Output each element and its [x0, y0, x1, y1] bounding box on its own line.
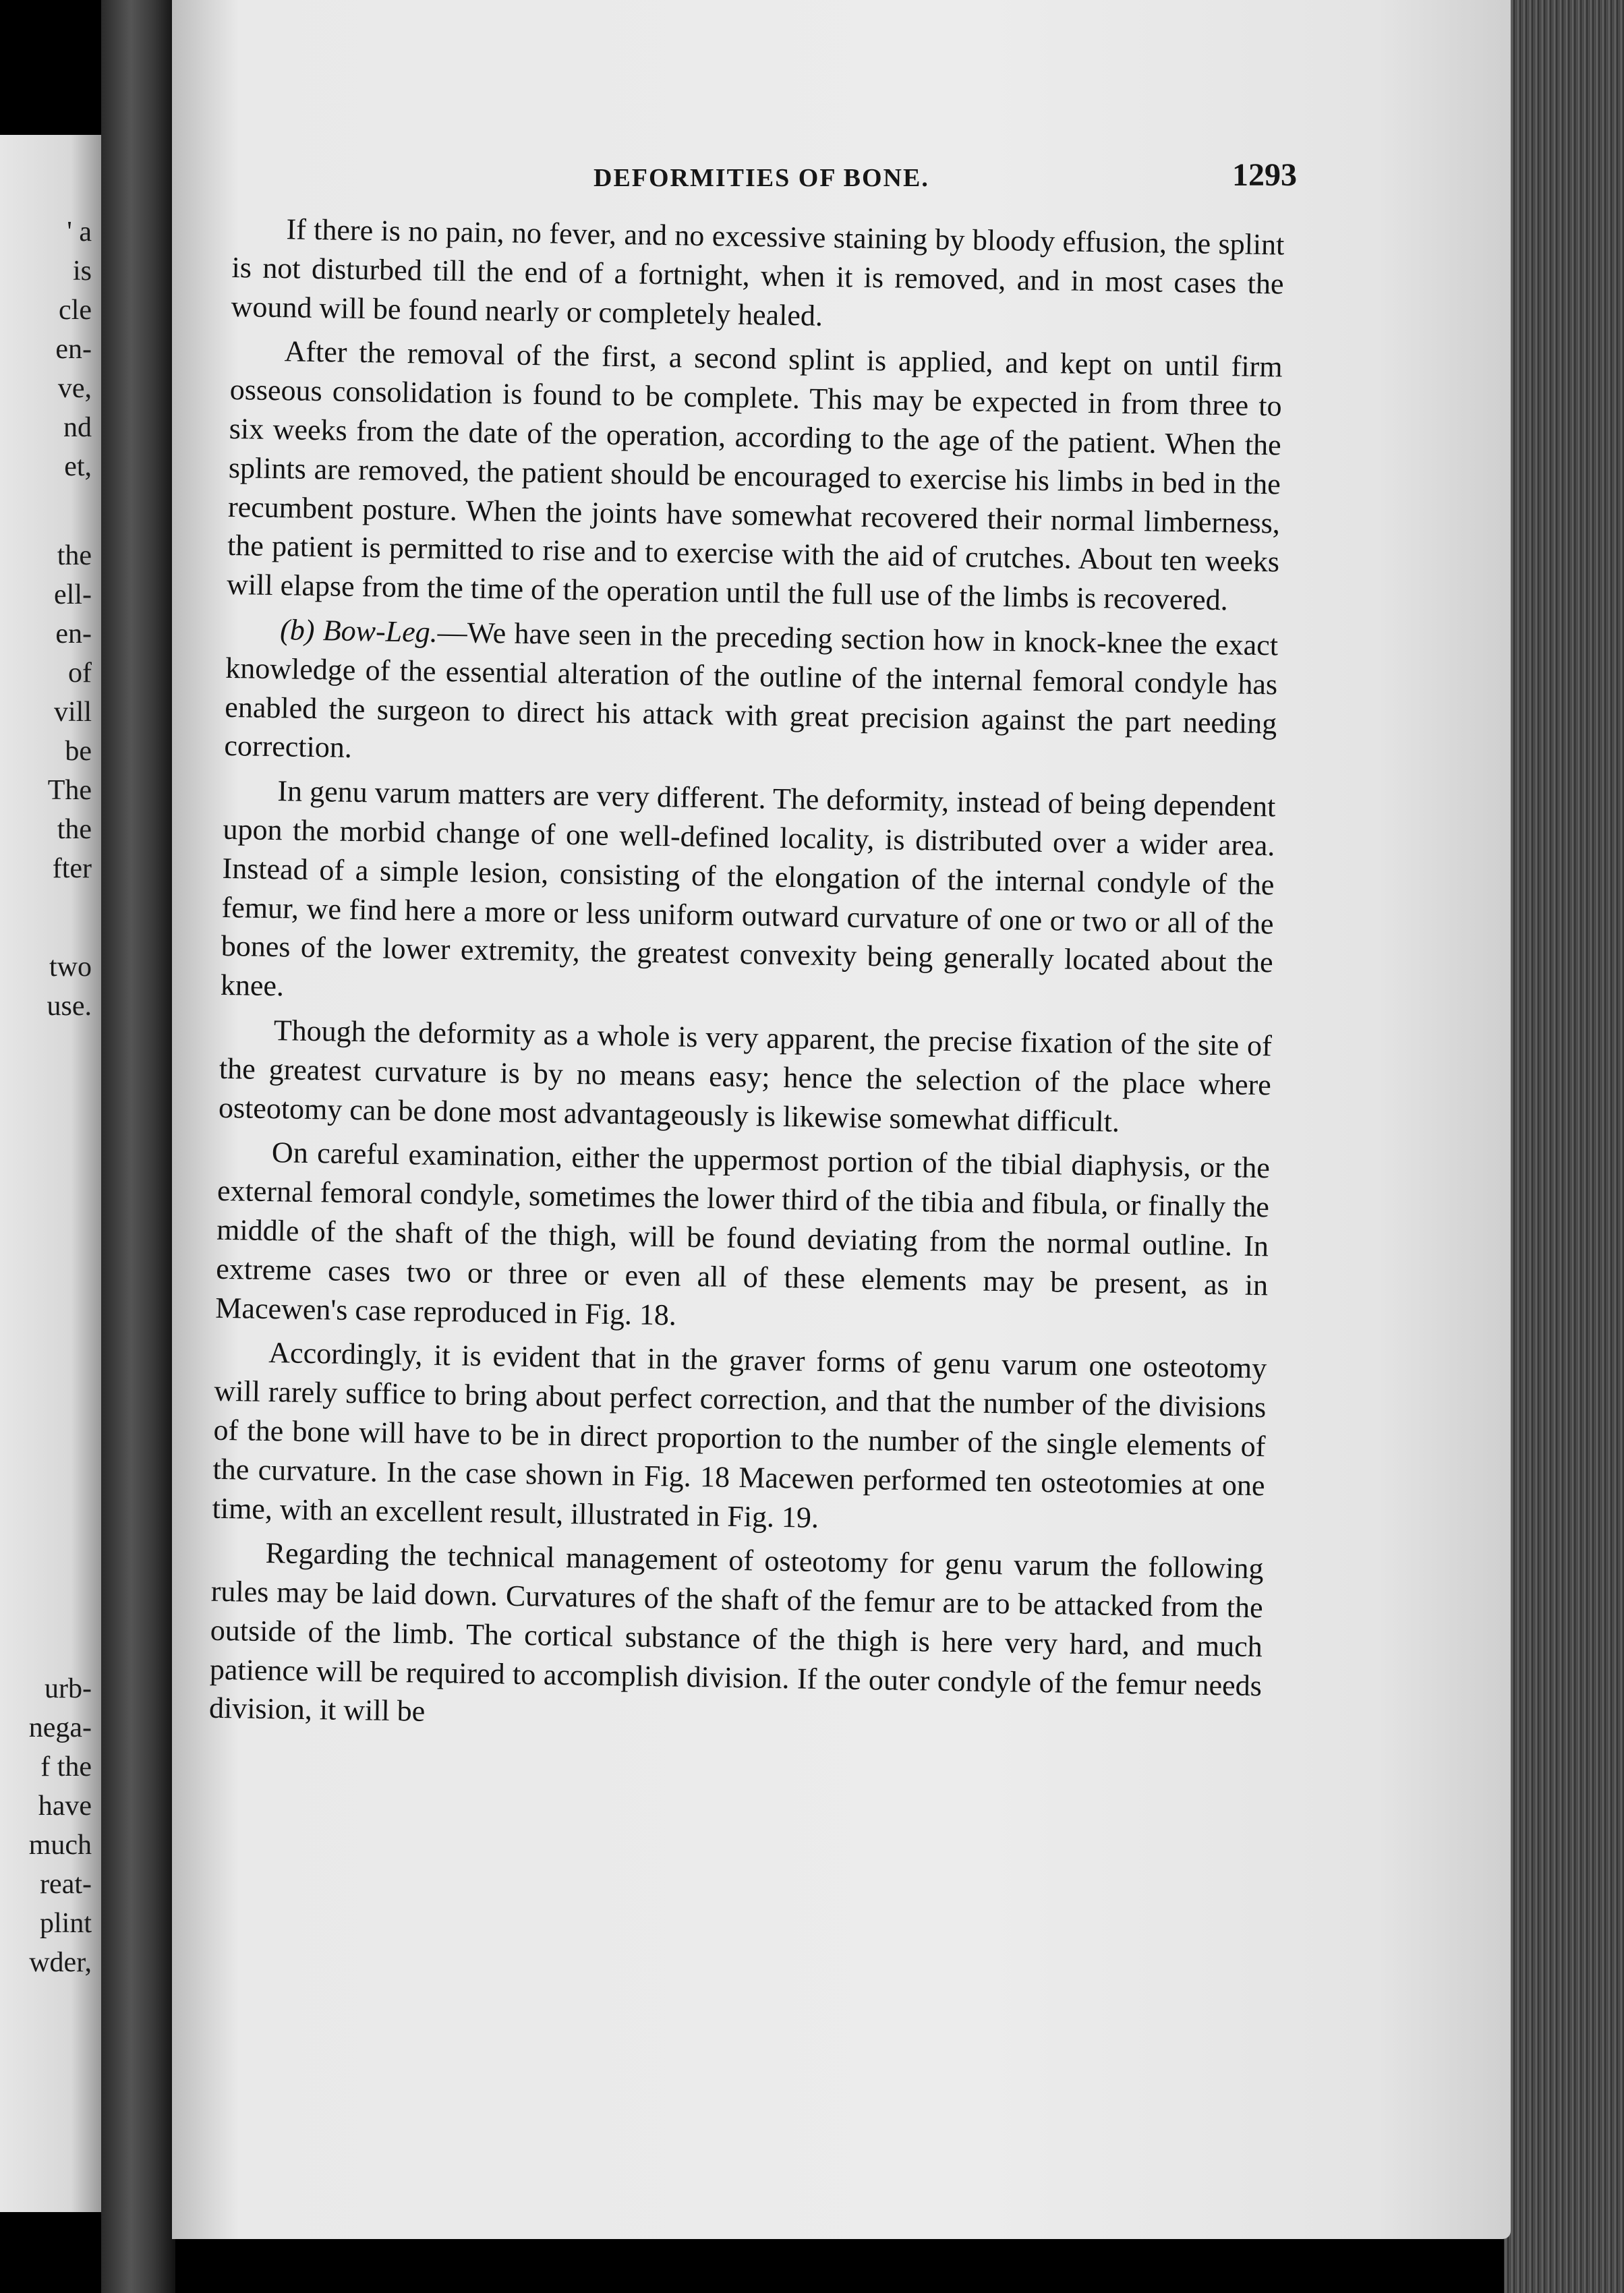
previous-page-fragment: nd	[63, 412, 92, 443]
paragraph	[231, 209, 1285, 343]
previous-page-edge	[0, 135, 101, 2212]
page-number: 1293	[1232, 157, 1297, 193]
previous-page-fragment: nega-	[28, 1712, 92, 1743]
paragraph	[220, 771, 1275, 1021]
previous-page-fragment: have	[38, 1791, 92, 1822]
previous-page-fragment: two	[49, 952, 92, 983]
previous-page-fragment: reat-	[40, 1869, 92, 1900]
running-head: DEFORMITIES OF BONE.	[593, 164, 929, 192]
paragraph	[224, 610, 1278, 782]
section-label: (b) Bow-Leg.	[279, 613, 438, 649]
previous-page-fragment: en-	[55, 334, 92, 365]
previous-page-fragment: use.	[47, 991, 92, 1022]
book-page	[172, 0, 1511, 2239]
previous-page-fragment: much	[28, 1830, 92, 1861]
previous-page-fragment: fter	[52, 853, 92, 884]
previous-page-fragment: urb-	[45, 1673, 92, 1704]
previous-page-fragment: is	[72, 256, 92, 287]
previous-page-fragment: the	[57, 540, 92, 571]
book-gutter	[101, 0, 175, 2293]
paragraph-text: In genu varum matters are very different. The deformity, instead of being dependent upon the morbid change of one well-defined locality, is distributed over a wider area. Instead of a simple lesion, consisting of the elongation of the internal condyle of the femur, we find here a more or less uniform outward curvature of one or two or all of the bones of the lower extremity, the greatest convexity being generally located about the knee.	[220, 774, 1276, 1003]
paragraph	[212, 1333, 1267, 1544]
previous-page-fragment: et,	[64, 451, 92, 482]
paragraph-text: If there is no pain, no fever, and no excessive staining by bloody effusion, the splint is not disturbed till the end of a fortnight, when it is removed, and in most cases the wound will be found nearly or completely healed.	[231, 212, 1285, 332]
paragraph-text: On careful examination, either the uppermost portion of the tibial diaphysis, or the external femoral condyle, sometimes the lower third of the tibia and fibula, or finally the middle of the shaft of the thigh, will be found deviating from the normal outline. In extreme cases two or three or even all of these elements may be present, as in Macewen's case reproduced in Fig. 18.	[215, 1136, 1271, 1332]
previous-page-fragment: The	[47, 775, 92, 806]
paragraph-text: Though the deformity as a whole is very apparent, the precise fixation of the site of the greatest curvature is by no means easy; hence the selection of the place where osteotomy can be done most advantageously is likewise somewhat difficult.	[218, 1014, 1273, 1138]
previous-page-fragment: ve,	[57, 373, 92, 404]
previous-page-fragment: of	[68, 658, 92, 689]
page-header	[172, 156, 1511, 197]
paragraph-text: Accordingly, it is evident that in the graver forms of genu varum one osteotomy will rarely suffice to bring about perfect correction, and that the number of the divisions of the bone will have to be in direct proportion to the number of the single elements of the curvature. In the case shown in Fig. 18 Macewen performed ten osteotomies at one time, with an excellent result, illustrated in Fig. 19.	[212, 1336, 1267, 1534]
paragraph	[209, 1533, 1264, 1744]
paragraph	[219, 1010, 1273, 1144]
paragraph-text: After the removal of the first, a second splint is applied, and kept on until firm osseous consolidation is found to be complete. This may be expected in from three to six weeks from the date of the operation, according to the age of the patient. When the splints are removed, the patient should be encouraged to exercise his limbs in bed in the recumbent posture. When the joints have somewhat recovered their normal limberness, the patient is permitted to rise and to exercise with the aid of crutches. About ten weeks will elapse from the time of the operation until the full use of the limbs is recovered.	[226, 335, 1283, 617]
paragraph	[227, 331, 1283, 620]
previous-page-fragment: be	[65, 736, 92, 767]
previous-page-fragment: the	[57, 814, 92, 845]
paragraph-text: —We have seen in the preceding section how in knock-knee the exact knowledge of the essential alteration of the outline of the internal femoral condyle has enabled the surgeon to direct his attack with great precision against the part needing correction.	[224, 615, 1279, 765]
previous-page-fragment: wder,	[29, 1947, 92, 1978]
body-text	[208, 209, 1284, 1750]
page-edges	[1504, 0, 1624, 2293]
previous-page-fragment: vill	[53, 697, 92, 728]
paragraph	[215, 1132, 1270, 1343]
previous-page-fragment: f the	[40, 1751, 92, 1782]
previous-page-fragment: ell-	[54, 579, 92, 610]
previous-page-fragment: cle	[59, 295, 92, 326]
previous-page-fragment: ' a	[67, 216, 92, 248]
previous-page-fragment: plint	[39, 1908, 92, 1939]
paragraph-text: Regarding the technical management of osteotomy for genu varum the following rules may be laid down. Curvatures of the shaft of the femur are to be attacked from the outside of the limb. The cortical substance of the thigh is here very hard, and much patience will be required to accomplish division. If the outer condyle of the femur needs division, it will be	[208, 1536, 1264, 1729]
previous-page-fragment: en-	[55, 618, 92, 649]
